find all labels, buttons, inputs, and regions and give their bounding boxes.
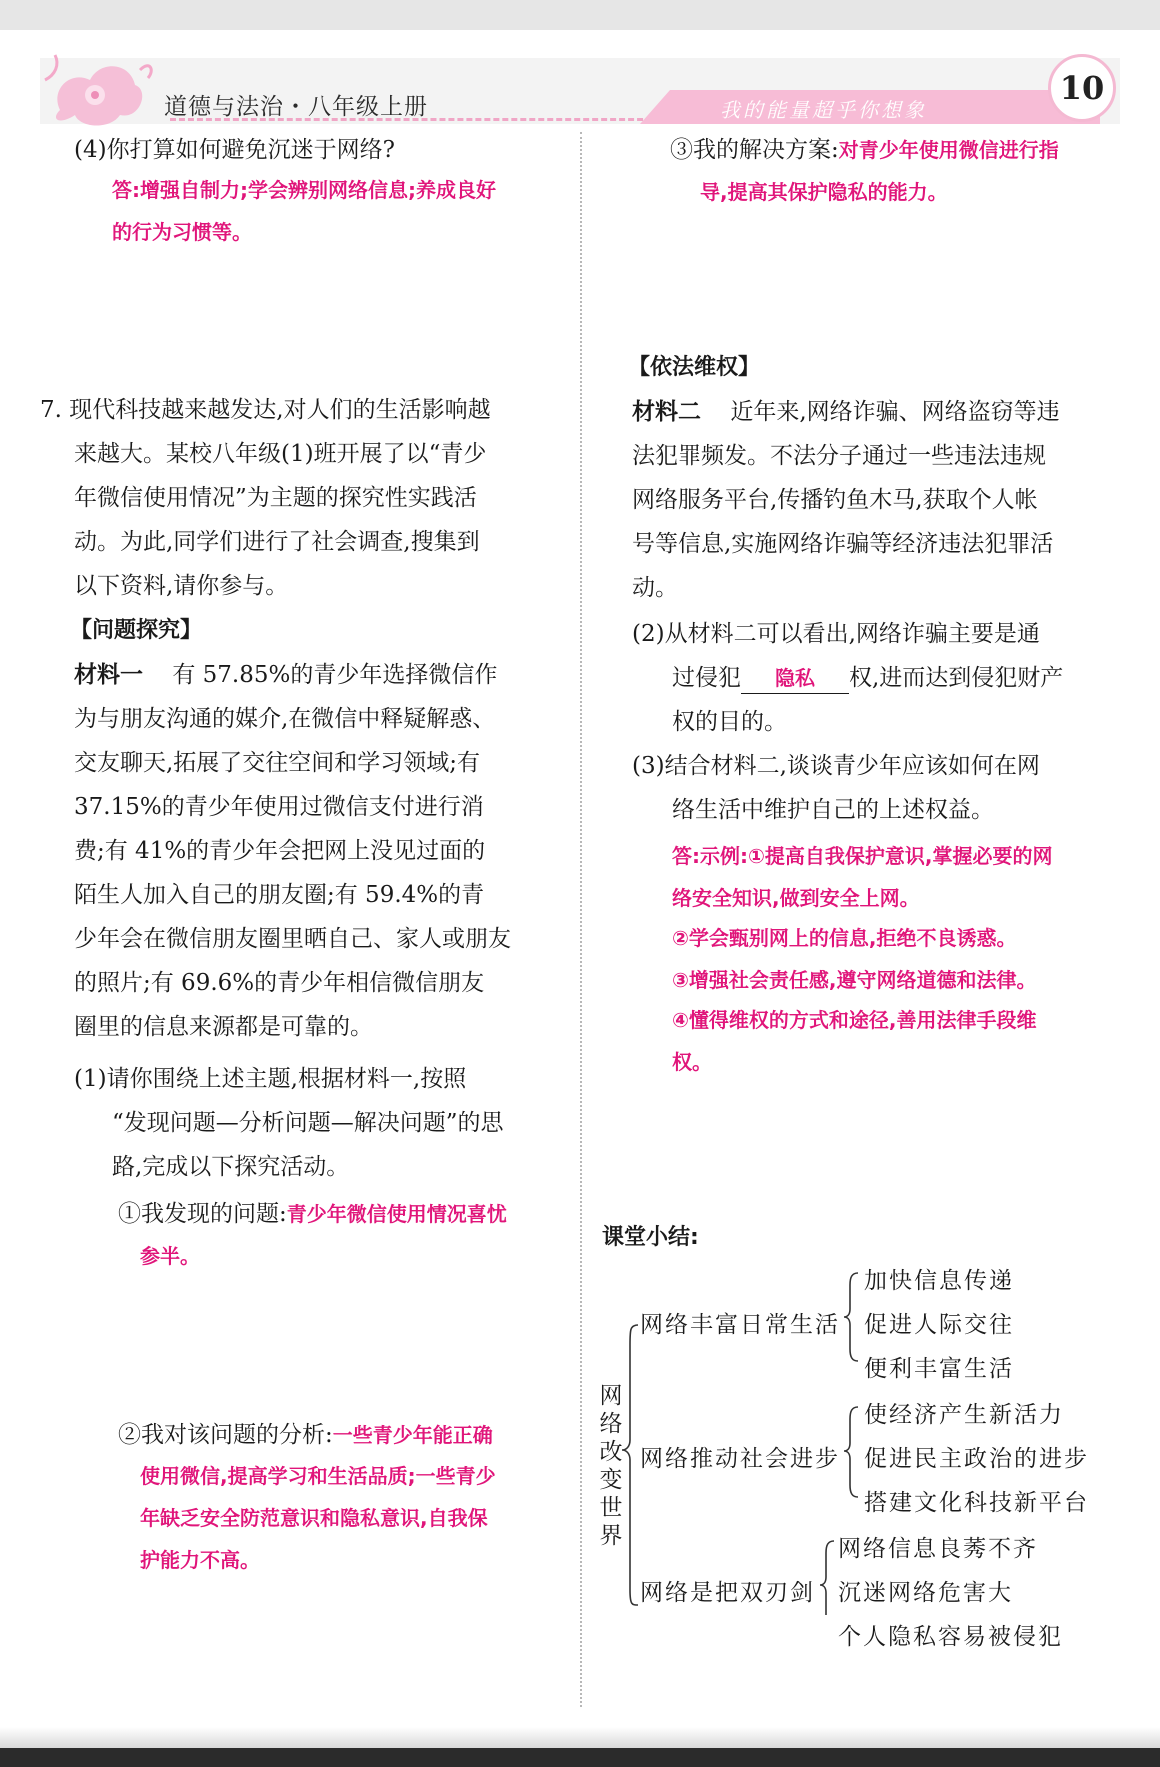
q1-line-1: (1)请你围绕上述主题,根据材料一,按照 [74, 1066, 467, 1092]
material2-text-1: 近年来,网络诈骗、网络盗窃等违 [730, 399, 1060, 425]
section-title-inquiry: 【问题探究】 [70, 618, 203, 643]
material1-line-4: 37.15%的青少年使用过微信支付进行消 [74, 794, 484, 820]
subject-title: 道德与法治・八年级上册 [164, 94, 428, 120]
q2-line-1: (2)从材料二可以看出,网络诈骗主要是通 [632, 621, 1040, 647]
q1-line-2: “发现问题—分析问题—解决问题”的思 [112, 1110, 504, 1136]
q2-text-before: 过侵犯 [672, 665, 741, 691]
summary-leaf: 促进人际交往 [864, 1312, 1014, 1338]
q3-line-1: (3)结合材料二,谈谈青少年应该如何在网 [632, 753, 1040, 779]
material1-line-7: 少年会在微信朋友圈里晒自己、家人或朋友 [74, 926, 511, 952]
summary-leaf: 个人隐私容易被侵犯 [838, 1624, 1063, 1650]
summary-root-char: 界 [599, 1523, 623, 1549]
q3-answer-line-6: 权。 [672, 1050, 712, 1074]
sub2-answer-1: 一些青少年能正确 [332, 1423, 493, 1447]
sub1-answer-1: 青少年微信使用情况喜忧 [286, 1202, 507, 1226]
summary-leaf: 搭建文化科技新平台 [864, 1490, 1089, 1516]
summary-branch-label: 网络推动社会进步 [640, 1446, 840, 1472]
q2-text-after: 权,进而达到侵犯财产 [849, 665, 1064, 691]
q3-line-2: 络生活中维护自己的上述权益。 [672, 797, 994, 823]
sub2-prompt: ②我对该问题的分析: [118, 1422, 333, 1448]
material1-line-3: 交友聊天,拓展了交往空间和学习领域;有 [74, 750, 481, 776]
material2-line-1 [632, 390, 1060, 434]
material1-line-1 [74, 653, 497, 697]
q7-line-2: 来越大。某校八年级(1)班开展了以“青少 [74, 441, 487, 467]
summary-leaf: 加快信息传递 [864, 1268, 1014, 1294]
sub1-answer-2: 参半。 [140, 1244, 200, 1268]
material1-line-6: 陌生人加入自己的朋友圈;有 59.4%的青 [74, 882, 485, 908]
sub1-prompt: ①我发现的问题: [118, 1201, 287, 1227]
material1-line-2: 为与朋友沟通的媒介,在微信中释疑解惑、 [74, 706, 496, 732]
page-bottom-shadow [0, 1727, 1160, 1748]
header-slogan: 我的能量超乎你想象 [720, 98, 927, 122]
sub1-line-1 [118, 1192, 507, 1236]
summary-root-char: 改 [599, 1439, 623, 1465]
material1-line-5: 费;有 41%的青少年会把网上没见过面的 [74, 838, 486, 864]
q7-line-4: 动。为此,同学们进行了社会调查,搜集到 [74, 529, 480, 555]
viewer-bottom-bar [0, 1748, 1160, 1767]
sub2-line-1 [118, 1413, 493, 1457]
q3-answer-line-5: ④懂得维权的方式和途径,善用法律手段维 [672, 1008, 1037, 1032]
viewer-top-bar [0, 0, 1160, 30]
q3-answer-line-3: ②学会甄别网上的信息,拒绝不良诱惑。 [672, 926, 1017, 950]
sub3-line-1 [670, 128, 1059, 172]
material2-label: 材料二 [632, 399, 701, 425]
summary-leaf: 使经济产生新活力 [864, 1402, 1064, 1428]
summary-branch-label: 网络丰富日常生活 [640, 1312, 840, 1338]
section-title-rights: 【依法维权】 [628, 355, 761, 380]
q3-answer-line-1: 答:示例:①提高自我保护意识,掌握必要的网 [672, 844, 1053, 868]
summary-root-char: 世 [599, 1495, 623, 1521]
summary-root-char: 络 [599, 1411, 623, 1437]
q7-line-5: 以下资料,请你参与。 [74, 573, 289, 599]
summary-branch-label: 网络是把双刃剑 [640, 1580, 815, 1606]
material2-line-2: 法犯罪频发。不法分子通过一些违法违规 [632, 443, 1046, 469]
summary-leaf: 沉迷网络危害大 [838, 1580, 1013, 1606]
q7-line-3: 年微信使用情况”为主题的探究性实践活 [74, 485, 477, 511]
q4-answer-line-2: 的行为习惯等。 [112, 220, 252, 244]
q4-answer-line-1: 答:增强自制力;学会辨别网络信息;养成良好 [112, 178, 496, 202]
summary-leaf: 便利丰富生活 [864, 1356, 1014, 1382]
summary-leaf: 促进民主政治的进步 [864, 1446, 1089, 1472]
material1-line-9: 圈里的信息来源都是可靠的。 [74, 1014, 373, 1040]
q3-answer-line-2: 络安全知识,做到安全上网。 [672, 886, 920, 910]
material1-line-8: 的照片;有 69.6%的青少年相信微信朋友 [74, 970, 485, 996]
summary-root-char: 变 [599, 1467, 623, 1493]
q3-answer-line-4: ③增强社会责任感,遵守网络道德和法律。 [672, 968, 1037, 992]
q2-line-3: 权的目的。 [672, 709, 787, 735]
sub3-prompt: ③我的解决方案: [670, 137, 839, 163]
summary-root-char: 网 [599, 1383, 623, 1409]
q4-question: (4)你打算如何避免沉迷于网络? [74, 137, 395, 163]
q7-line-1: 7. 现代科技越来越发达,对人们的生活影响越 [40, 397, 491, 423]
material2-line-3: 网络服务平台,传播钓鱼木马,获取个人帐 [632, 487, 1038, 513]
material2-line-4: 号等信息,实施网络诈骗等经济违法犯罪活 [632, 531, 1054, 557]
q1-line-3: 路,完成以下探究活动。 [112, 1154, 350, 1180]
q2-line-2 [672, 656, 1063, 700]
summary-title: 课堂小结: [602, 1225, 699, 1250]
page-header [40, 50, 1120, 132]
sub2-answer-line-2: 使用微信,提高学习和生活品质;一些青少 [140, 1464, 496, 1488]
flower-ornament-icon [40, 50, 160, 132]
page-number: 10 [1048, 54, 1116, 122]
material1-label: 材料一 [74, 662, 143, 688]
material2-line-5: 动。 [632, 575, 678, 601]
material1-text-1: 有 57.85%的青少年选择微信作 [172, 662, 498, 688]
q2-blank-answer: 隐私 [741, 663, 849, 694]
summary-leaf: 网络信息良莠不齐 [838, 1536, 1038, 1562]
sub2-answer-line-4: 护能力不高。 [140, 1548, 260, 1572]
column-divider [580, 132, 582, 1707]
sub2-answer-line-3: 年缺乏安全防范意识和隐私意识,自我保 [140, 1506, 488, 1530]
sub3-answer-1: 对青少年使用微信进行指 [838, 138, 1059, 162]
sub3-answer-2: 导,提高其保护隐私的能力。 [700, 180, 948, 204]
